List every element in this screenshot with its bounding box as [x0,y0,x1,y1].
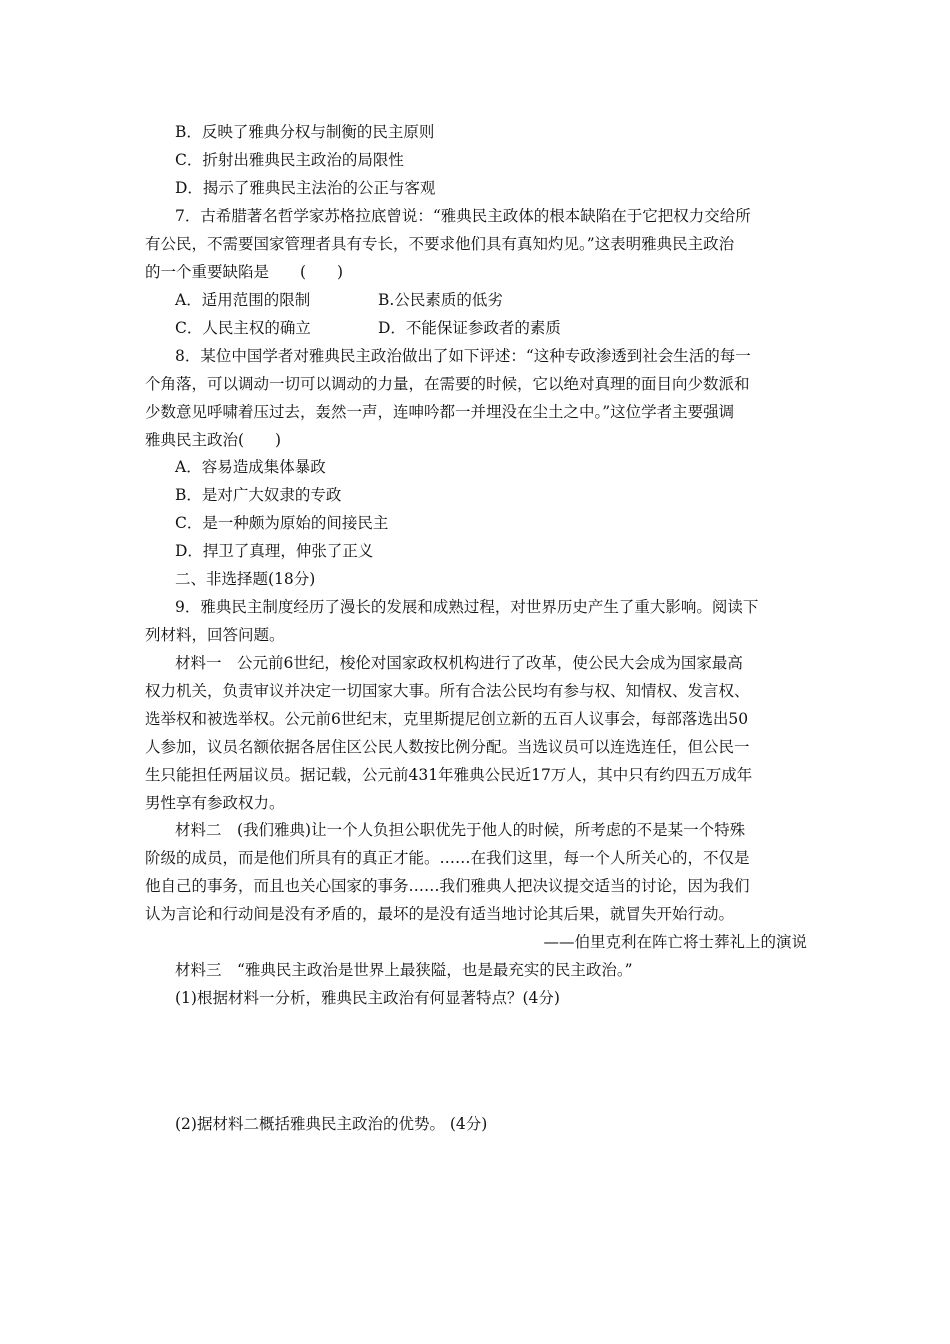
q7-options-row-1 [175,290,503,310]
q8-stem-line-3: 少数意见呼啸着压过去，轰然一声，连呻吟都一并埋没在尘土之中。”这位学者主要强调 [145,403,735,421]
q8-option-a: A．容易造成集体暴政 [175,458,326,476]
material-1-line-4: 人参加，议员名额依据各居住区公民人数按比例分配。当选议员可以连选连任，但公民一 [145,738,750,756]
material-2-line-4: 认为言论和行动间是没有矛盾的，最坏的是没有适当地讨论其后果，就冒失开始行动。 [145,905,735,923]
q7-stem-line-3: 的一个重要缺陷是 ( ) [145,263,344,281]
q9-subquestion-2: (2)据材料二概括雅典民主政治的优势。 (4分) [175,1115,488,1133]
q7-stem-line-1: 7．古希腊著名哲学家苏格拉底曾说：“雅典民主政体的根本缺陷在于它把权力交给所 [175,207,751,225]
q8-option-c: C．是一种颇为原始的间接民主 [175,514,389,532]
q7-option-c: C．人民主权的确立 [175,319,311,337]
material-2-source: ——伯里克利在阵亡将士葬礼上的演说 [543,933,807,951]
q7-stem-line-2: 有公民，不需要国家管理者具有专长，不要求他们具有真知灼见。”这表明雅典民主政治 [145,235,735,253]
q7-option-a: A．适用范围的限制 [175,291,311,309]
q7-option-d: D．不能保证参政者的素质 [378,319,561,337]
q8-stem-line-4: 雅典民主政治( ) [145,431,282,449]
q7-option-b: B.公民素质的低劣 [378,291,503,309]
q9-subquestion-1: (1)根据材料一分析，雅典民主政治有何显著特点？(4分) [175,989,560,1007]
q6-option-c: C．折射出雅典民主政治的局限性 [175,151,404,169]
material-1-line-6: 男性享有参政权力。 [145,794,285,812]
q8-option-b: B．是对广大奴隶的专政 [175,486,342,504]
material-2-line-3: 他自己的事务，而且也关心国家的事务……我们雅典人把决议提交适当的讨论，因为我们 [145,877,750,895]
material-1-line-3: 选举权和被选举权。公元前6世纪末，克里斯提尼创立新的五百人议事会，每部落选出50 [145,710,749,728]
section-2-title: 二、非选择题(18分) [175,570,316,588]
material-2-line-2: 阶级的成员，而是他们所具有的真正才能。……在我们这里，每一个人所关心的，不仅是 [145,849,750,867]
q6-option-d: D．揭示了雅典民主法治的公正与客观 [175,179,436,197]
q8-stem-line-2: 个角落，可以调动一切可以调动的力量，在需要的时候，它以绝对真理的面目向少数派和 [145,375,750,393]
material-1-line-1: 材料一 公元前6世纪，梭伦对国家政权机构进行了改革，使公民大会成为国家最高 [175,654,743,672]
q9-intro-line-2: 列材料，回答问题。 [145,626,285,644]
q8-stem-line-1: 8．某位中国学者对雅典民主政治做出了如下评述：“这种专政渗透到社会生活的每一 [175,347,751,365]
material-1-line-2: 权力机关，负责审议并决定一切国家大事。所有合法公民均有参与权、知情权、发言权、 [145,682,750,700]
q8-option-d: D．捍卫了真理，伸张了正义 [175,542,374,560]
q7-options-row-2 [175,318,561,338]
material-2-line-1: 材料二 (我们雅典)让一个人负担公职优先于他人的时候，所考虑的不是某一个特殊 [175,821,746,839]
q9-intro-line-1: 9．雅典民主制度经历了漫长的发展和成熟过程，对世界历史产生了重大影响。阅读下 [175,598,759,616]
material-3: 材料三 “雅典民主政治是世界上最狭隘，也是最充实的民主政治。” [175,961,633,979]
q6-option-b: B．反映了雅典分权与制衡的民主原则 [175,123,435,141]
material-1-line-5: 生只能担任两届议员。据记载，公元前431年雅典公民近17万人，其中只有约四五万成年 [145,766,753,784]
